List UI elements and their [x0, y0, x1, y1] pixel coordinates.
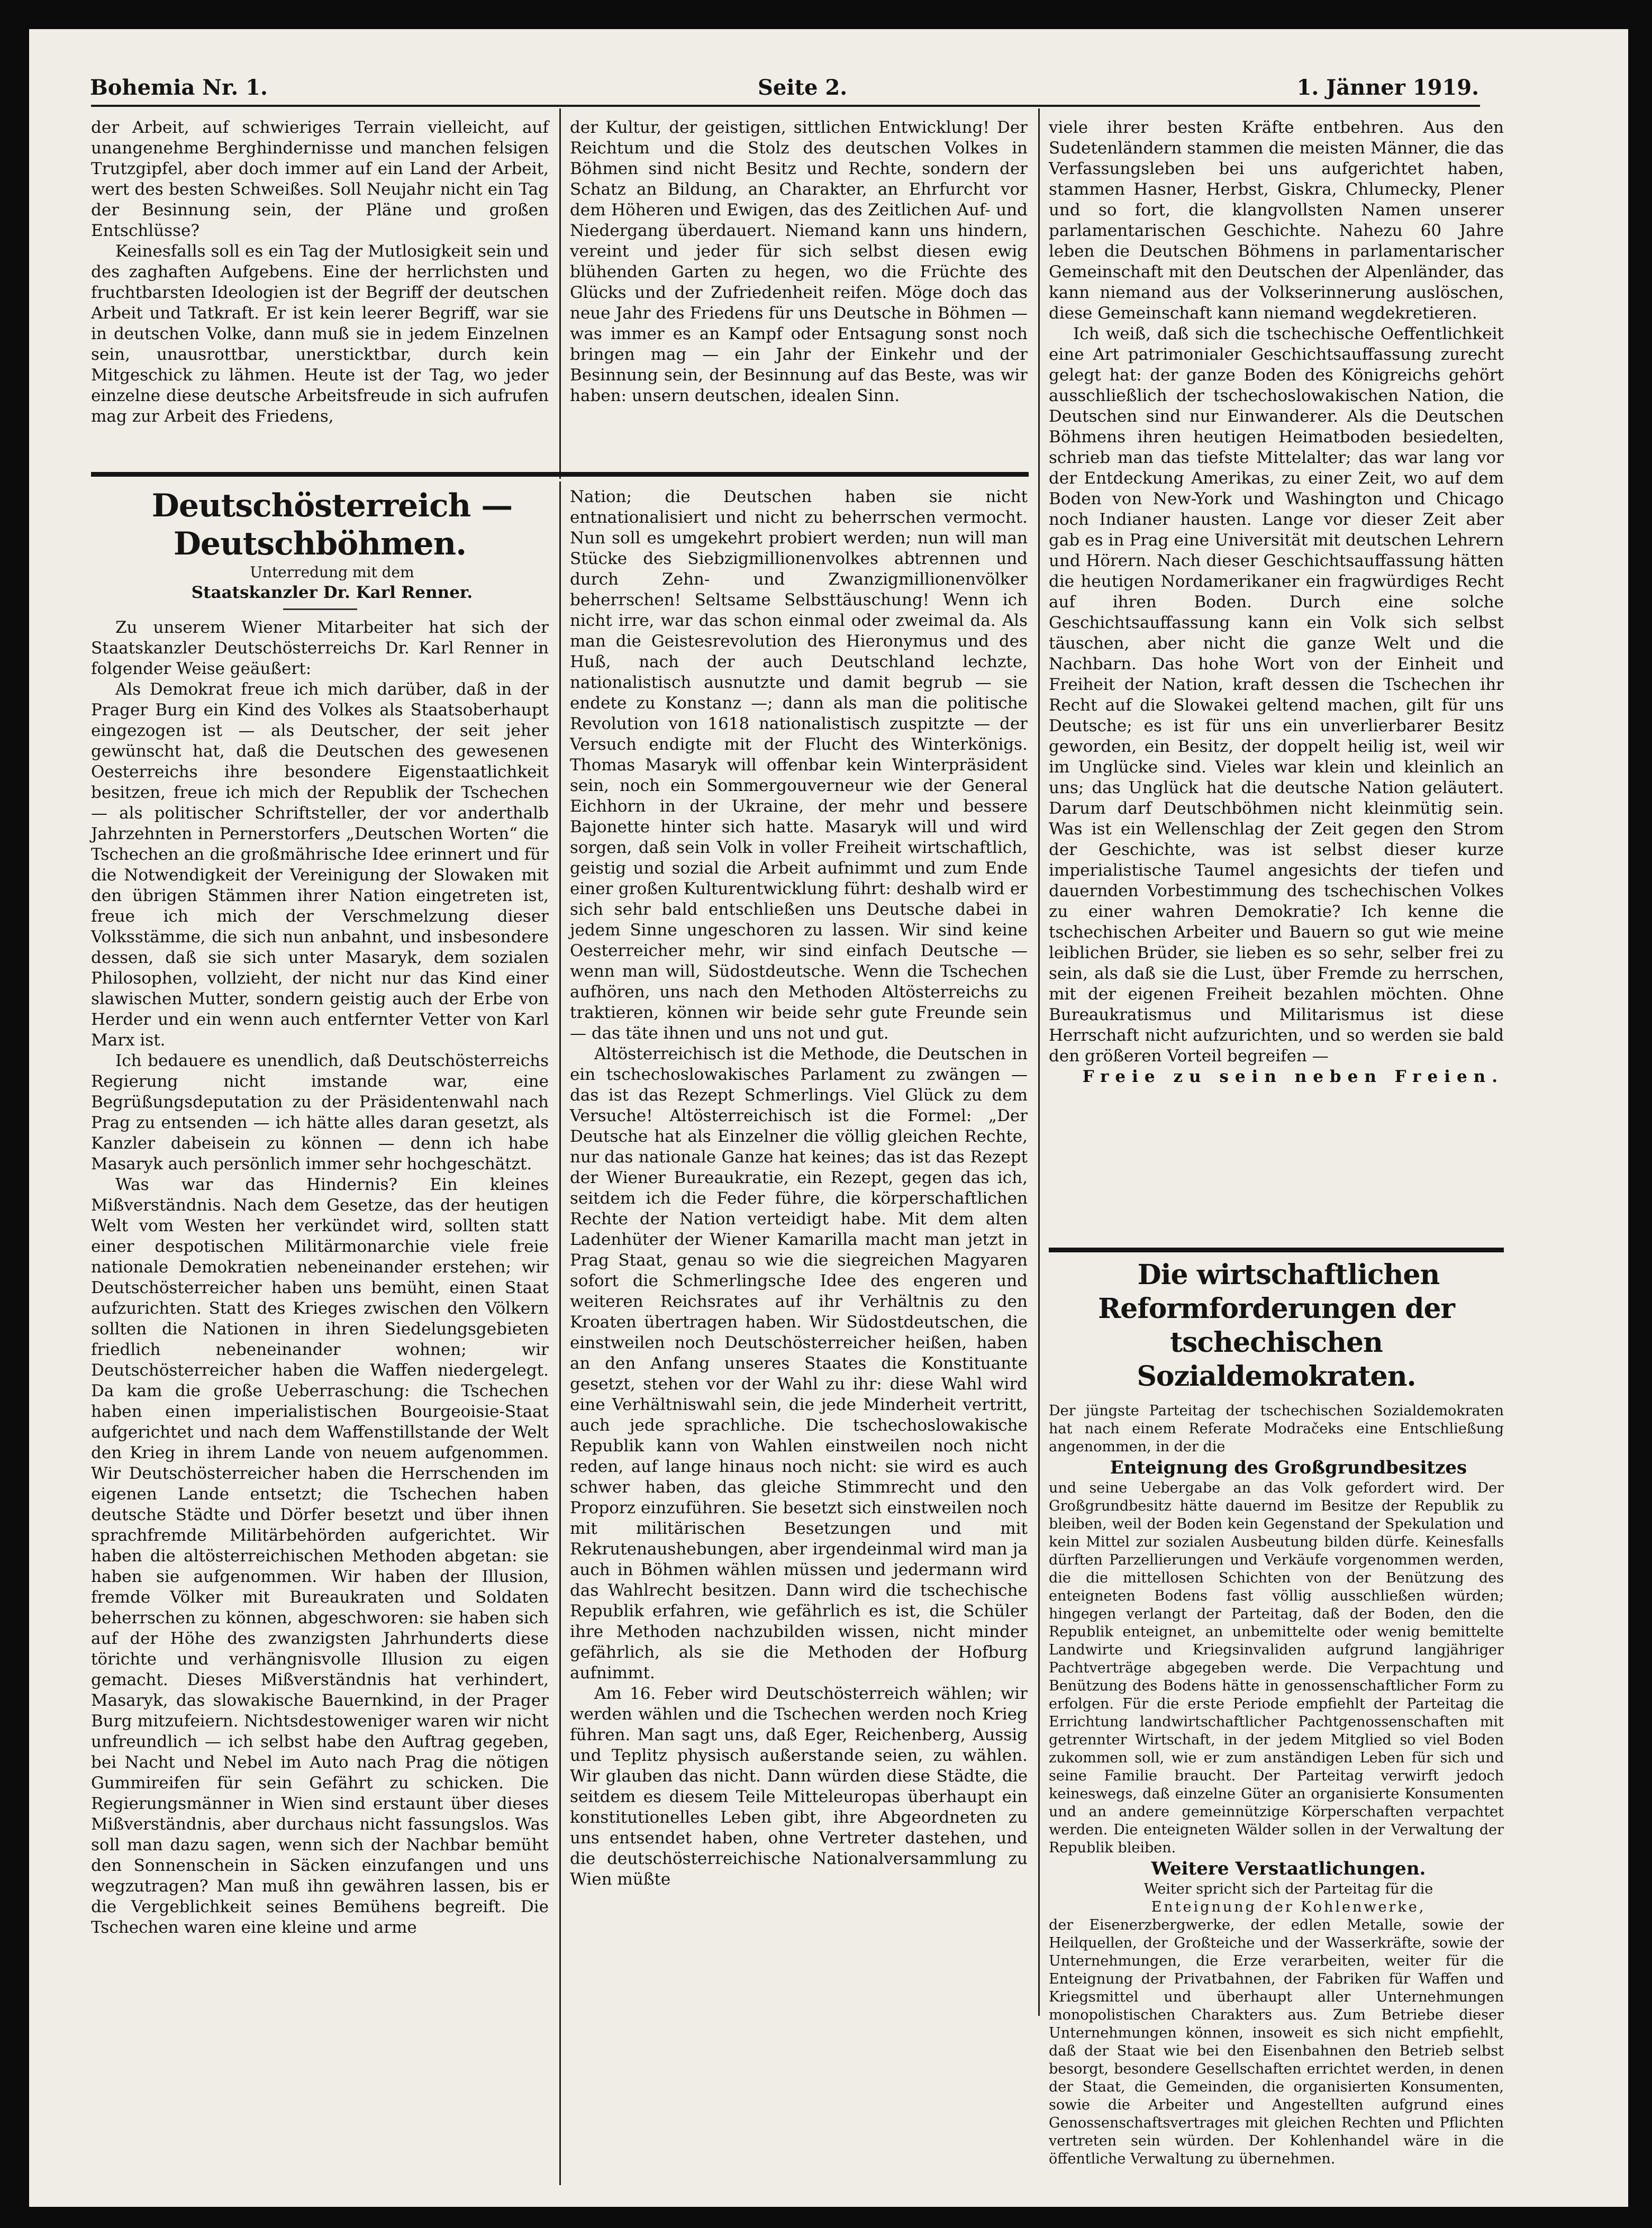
paragraph: Ich bedauere es unendlich, daß Deutschösterreichs Regierung nicht imstande war, eine Begrüßungsdeputation zu der Präsidentenwahl nach Prag zu entsenden — ich hätte alles daran gesetzt, als Kanzler dabeisein zu können — denn ich habe Masaryk auch persönlich immer sehr hochgeschätzt. [91, 1051, 549, 1174]
paragraph: der Eisenerzbergwerke, der edlen Metalle, sowie der Heilquellen, der Großteiche und der Wasserkräfte, sowie der Unternehmungen, die Erze verarbeiten, weiter für die Enteignung der Privatbahnen, der Fabriken für Waffen und Kriegsmittel und überhaupt aller Unternehmungen monopolistischen Charakters aus. Zum Betriebe dieser Unternehmungen können, insoweit es sich nicht empfiehlt, daß der Staat wie bei den Eisenbahnen den Betrieb selbst besorgt, besondere Gesellschaften errichtet werden, in denen der Staat, die Gemeinden, die organisierten Konsumenten, sowie die Arbeiter und Angestellten aufgrund eines Genossenschaftsvertrages mit gleichen Rechten und Pflichten vertreten sein würden. Der Kohlenhandel wäre in die öffentliche Verwaltung zu übernehmen. [1049, 1917, 1504, 2167]
interview-col1 [91, 487, 549, 2127]
reform-article [1049, 1258, 1504, 2167]
scan-border-bottom [0, 2207, 1652, 2228]
running-head [90, 75, 1479, 107]
top-article-col2 [570, 117, 1028, 467]
article-separator [91, 472, 1029, 477]
scan-border-right [1628, 0, 1652, 2228]
paragraph: Keinesfalls soll es ein Tag der Mutlosigkeit sein und des zaghaften Aufgebens. Eine der herrlichsten und fruchtbarsten Ideologien ist der Begriff der deutschen Arbeit und Tatkraft. Er ist kein leerer Begriff, war sie in deutschen Volke, dann muß sie in jedem Einzelnen sein, unausrottbar, unersticktbar, durch kein Mitgeschick zu lähmen. Heute ist der Tag, wo jeder einzelne diese deutsche Arbeitsfreude in sich aufrufen mag zur Arbeit des Friedens, [91, 242, 549, 426]
paragraph-emphasis: Enteignung der Kohlenwerke, [1151, 1899, 1426, 1915]
masthead-issue: Bohemia Nr. 1. [90, 75, 268, 100]
section-heading: Weitere Verstaatlichungen. [1151, 1858, 1426, 1879]
paragraph: Was war das Hindernis? Ein kleines Mißverständnis. Nach dem Gesetze, das der heutigen Welt vom Westen her verkündet wird, sollten statt einer despotischen Militärmonarchie viele freie nationale Demokratien nebeneinander erstehen; wir Deutschösterreicher haben uns bemüht, einen Staat aufzurichten. Statt des Krieges zwischen den Völkern sollten die Nationen in ihren Siedelungsgebieten friedlich nebeneinander wohnen; wir Deutschösterreicher haben die Waffen niedergelegt. Da kam die große Ueberraschung: die Tschechen haben einen imperialistischen Bourgeoisie-Staat aufgerichtet und nach dem Waffenstillstande der Welt den Krieg in ihrem Lande von neuem aufgenommen. Wir Deutschösterreicher haben die Herrschenden im eigenen Lande entsetzt; die Tschechen haben deutsche Städte und Dörfer besetzt und über ihnen sprachfremde Militärbehörden aufgerichtet. Wir haben die altösterreichischen Methoden abgetan: sie haben sie aufgenommen. Wir haben der Illusion, fremde Völker mit Bureaukraten und Soldaten beherrschen zu können, abgeschworen: sie haben sich auf der Höhe des zwanzigsten Jahrhunderts diese törichte und verhängnisvolle Illusion zu eigen gemacht. Dieses Mißverständnis hat verhindert, Masaryk, das slowakische Bauernkind, in der Prager Burg mitzufeiern. Nichtsdestoweniger waren wir nicht unfreundlich — ich selbst habe den Auftrag gegeben, bei Nacht und Nebel im Auto nach Prag die nötigen Gummireifen für sein Gefährt zu schicken. Die Regierungsmänner in Wien sind erstaunt über dieses Mißverständnis, aber durchaus nicht fassungslos. Was soll man dazu sagen, wenn sich der Nachbar bemüht den Sonnenschein in Säcken einzufangen und uns wegzutragen? Man muß ihn gewähren lassen, bis er die Vergeblichkeit seines Bemühens begreift. Die Tschechen waren eine kleine und arme [91, 1175, 549, 1937]
paragraph: Altösterreichisch ist die Methode, die Deutschen in ein tschechoslowakisches Parlament zu zwängen — das ist das Rezept Schmerlings. Viel Glück zu dem Versuche! Altösterreichisch ist die Formel: „Der Deutsche hat als Einzelner die völlig gleichen Rechte, nur das nationale Ganze hat keines; das ist das Rezept der Wiener Bureaukratie, ein Rezept, gegen das ich, seitdem ich die Feder führe, die körperschaftlichen Rechte der Nation verteidigt habe. Mit dem alten Ladenhüter der Wiener Kamarilla macht man jetzt in Prag Staat, genau so wie die siegreichen Magyaren sofort die Schmerlingsche Idee des engeren und weiteren Reichsrates auf ihr Verhältnis zu den Kroaten übertragen haben. Wir Südostdeutschen, die einstweilen noch Deutschösterreicher heißen, haben an den Anfang unseres Staates die Konstituante gesetzt, stehen vor der Wahl zu ihr: diese Wahl wird eine Verhältniswahl sein, die jede Minderheit vertritt, auch jede sprachliche. Die tschechoslowakische Republik kann von Wahlen einstweilen noch nicht reden, auf lange hinaus noch nicht: sie wird es auch schwer haben, das gleiche Stimmrecht und den Proporz einzuführen. Sie besetzt sich einstweilen noch mit militärischen Besetzungen und mit Rekrutenaushebungen, aber irgendeinmal wird man ja auch in Böhmen wählen müssen und jedermann wird das Wahlrecht besitzen. Dann wird die tschechische Republik erfahren, wie gefährlich es ist, die Schüler ihre Methoden nachzubilden wissen, nicht minder gefährlich, als sie die Methoden der Hofburg aufnimmt. [570, 1044, 1028, 1683]
scan-border-top [0, 0, 1652, 29]
reform-headline: Die wirtschaftlichen Reformforderungen der tschechischen Sozialdemokraten. [1098, 1259, 1455, 1393]
interview-subheading-name: Staatskanzler Dr. Karl Renner. [191, 583, 473, 602]
paragraph: der Arbeit, auf schwieriges Terrain vielleicht, auf unangenehme Berghindernisse und manchen felsigen Trutzgipfel, aber doch immer auf ein Land der Arbeit, wert des besten Schweißes. Soll Neujahr nicht ein Tag der Besinnung sein, der Pläne und großen Entschlüsse? [91, 118, 549, 240]
issue-date: 1. Jänner 1919. [1296, 75, 1479, 100]
paragraph: Am 16. Feber wird Deutschösterreich wählen; wir werden wählen und die Tschechen werden noch Krieg führen. Man sagt uns, daß Eger, Reichenberg, Aussig und Teplitz physisch außerstande seien, zu wählen. Wir glauben das nicht. Dann würden diese Städte, die seitdem es diesem Teile Mitteleuropas überhaupt ein konstitutionelles Leben gibt, ihre Abgeordneten zu uns entsendet haben, ohne Vertreter dastehen, und die deutschösterreichische Nationalversammlung zu Wien müßte [570, 1684, 1028, 1889]
paragraph: Nation; die Deutschen haben sie nicht entnationalisiert und nicht zu beherrschen vermocht. Nun soll es umgekehrt probiert werden; nun will man Stücke des Siebzigmillionenvolkes abtrennen und durch Zehn- und Zwanzigmillionenvölker beherrschen! Seltsame Selbsttäuschung! Wenn ich nicht irre, war das schon einmal oder zweimal da. Als man die Geistesrevolution des Hieronymus und des Huß, nach der auch Deutschland lechzte, nationalistisch ausnutzte und damit begrub — sie endete zu Konstanz —; dann als man die politische Revolution von 1618 nationalistisch zuspitzte — der Versuch endigte mit der Flucht des Winterkönigs. Thomas Masaryk will offenbar kein Winterpräsident sein, noch ein Sommergouverneur wie der General Eichhorn in der Ukraine, der mehr und bessere Bajonette hinter sich hatte. Masaryk will und wird sorgen, daß sein Volk in voller Freiheit wirtschaftlich, geistig und sozial die Arbeit aufnimmt und zum Ende einer großen Kulturentwicklung führt: deshalb wird er sich sehr bald entschließen uns Deutsche dabei in jedem Sinne ungeschoren zu lassen. Wir sind keine Oesterreicher mehr, wir sind einfach Deutsche — wenn man will, Südostdeutsche. Wenn die Tschechen aufhören, uns nach den Methoden Altösterreichs zu traktieren, können wir beide sehr gute Freunde sein — das täte ihnen und uns not und gut. [570, 487, 1028, 1043]
interview-headline: Deutschösterreich — Deutschböhmen. [151, 487, 513, 562]
reform-intro: Der jüngste Parteitag der tschechischen Sozialdemokraten hat nach einem Referate Modračeks eine Entschließung angenommen, in der die [1049, 1403, 1504, 1455]
paragraph: der Kultur, der geistigen, sittlichen Entwicklung! Der Reichtum und die Stolz des deutschen Volkes in Böhmen sind nicht Besitz und Rechte, sondern der Schatz an Bildung, an Charakter, an Ehrfurcht vor dem Höheren und Ewigen, das des Zeitlichen Auf- und Niedergang überdauert. Niemand kann uns hindern, vereint und jeder für sich selbst diesen ewig blühenden Garten zu hegen, wo die Früchte des Glücks und der Zufriedenheit reifen. Möge doch das neue Jahr des Friedens für uns Deutsche in Böhmen — was immer es an Kampf oder Entsagung sonst noch bringen mag — ein Jahr der Einkehr und der Besinnung sein, der Besinnung auf das Beste, was wir haben: unsern deutschen, idealen Sinn. [570, 118, 1028, 405]
section-heading: Enteignung des Großgrundbesitzes [1110, 1457, 1467, 1478]
subheading-rule [283, 608, 357, 610]
page-number: Seite 2. [758, 75, 848, 100]
top-article-col1 [91, 117, 549, 467]
header-rule [91, 105, 1480, 107]
paragraph: Ich weiß, daß sich die tschechische Oeffentlichkeit eine Art patrimonialer Geschichtsauffassung zurecht gelegt hat: der ganze Boden des Königreichs gehört ausschließlich der tschechoslowakischen Nation, die Deutschen sind nur Einwanderer. Als die Deutschen Böhmens ihren heutigen Heimatboden besiedelten, schrieb man das tiefste Mittelalter; das war lang vor der Entdeckung Amerikas, zu einer Zeit, wo auf dem Boden von New-York und Washington und Chicago noch Indianer hausten. Lange vor dieser Zeit aber gab es in Prag eine Universität mit deutschen Lehrern und Hörern. Nach dieser Geschichtsauffassung hätten die heutigen Nordamerikaner ein fragwürdiges Recht auf ihren Boden. Durch eine solche Geschichtsauffassung kann ein Volk sich selbst täuschen, aber nicht die ganze Welt und die Nachbarn. Das hohe Wort von der Einheit und Freiheit der Nation, kraft dessen die Tschechen ihr Recht auf die Slowakei geltend machen, gilt für uns Deutsche; es ist für uns ein unverlierbarer Besitz geworden, ein Besitz, der doppelt heilig ist, weil wir im Unglücke sind. Vieles war klein und kleinlich an uns; das Unglück hat die deutsche Nation geläutert. Darum darf Deutschböhmen nicht kleinmütig sein. Was ist ein Wellenschlag der Zeit gegen den Strom der Geschichte, was ist selbst dieser kurze imperialistische Taumel angesichts der tiefen und dauernden Vorbestimmung des tschechischen Volkes zu einer wahren Demokratie? Ich kenne die tschechischen Arbeiter und Bauern so gut wie meine leiblichen Brüder, sie lieben es so sehr, selber frei zu sein, als daß sie die Lust, über Fremde zu herrschen, mit der eigenen Freiheit bezahlen möchten. Ohne Bureaukratismus und Militarismus ist diese Herrschaft nicht aufzurichten, und so werden sie bald den größeren Vorteil begreifen — [1049, 324, 1504, 1066]
paragraph: und seine Uebergabe an das Volk gefordert wird. Der Großgrundbesitz hätte dauernd im Besitze der Republik zu bleiben, weil der Boden kein Gegenstand der Spekulation und kein Mittel zur sozialen Ausbeutung bilden dürfe. Keinesfalls dürften Parzellierungen und Verkäufe vorgenommen werden, die die mittellosen Schichten von der Benützung des enteigneten Bodens fast völlig ausschließen würden; hingegen verlangt der Parteitag, daß der Boden, den die Republik enteignet, an unbemittelte oder wenig bemittelte Landwirte und Kriegsinvaliden aufgrund langjähriger Pachtverträge abgegeben werde. Die Verpachtung und Benützung des Bodens hätte in genossenschaftlicher Form zu erfolgen. Für die erste Periode empfiehlt der Parteitag die Errichtung landwirtschaftlicher Pachtgenossenschaften mit getrennter Wirtschaft, in der jedem Mitglied so viel Boden zukommen soll, wie er zum anständigen Leben für sich und seine Familie braucht. Der Parteitag verwirft jedoch keineswegs, daß einzelne Güter an organisierte Konsumenten und an andere gemeinnützige Körperschaften verpachtet werden. Die enteigneten Wälder sollen in der Verwaltung der Republik bleiben. [1049, 1480, 1504, 1856]
column-rule [1038, 108, 1040, 2016]
scan-border-left [0, 0, 29, 2228]
paragraph: viele ihrer besten Kräfte entbehren. Aus den Sudetenländern stammen die meisten Männer, die das Verfassungsleben bei uns aufgerichtet haben, stammen Hasner, Herbst, Giskra, Chlumecky, Plener und so fort, die klangvollsten Namen unserer parlamentarischen Geschichte. Nahezu 60 Jahre leben die Deutschen Böhmens in parlamentarischer Gemeinschaft mit den Deutschen der Alpenländer, das kann niemand aus der Volkserinnerung auslöschen, diese Gemeinschaft kann niemand wegdekretieren. [1049, 118, 1504, 323]
column-rule [559, 481, 561, 2185]
paragraph-lead: Weiter spricht sich der Parteitag für die [1143, 1881, 1433, 1897]
article-separator-right [1049, 1248, 1504, 1252]
paragraph: Als Demokrat freue ich mich darüber, daß in der Prager Burg ein Kind des Volkes als Staatsoberhaupt eingezogen ist — als Deutscher, der seit jeher gewünscht hat, daß die Deutschen des gewesenen Oesterreichs ihre besondere Eigenstaatlichkeit besitzen, freue ich mich der Republik der Tschechen — als politischer Schriftsteller, der vor anderthalb Jahrzehnten in Pernerstorfers „Deutschen Worten“ die Tschechen an die großmährische Idee erinnert und für die Notwendigkeit der Vereinigung der Slowaken mit den übrigen Stämmen ihrer Nation eingetreten ist, freue ich mich der Verschmelzung dieser Volksstämme, die sich nun anbahnt, und insbesondere dessen, daß sie sich unter Masaryk, dem sozialen Philosophen, vollzieht, der nicht nur das Kind einer slawischen Mutter, sondern geistig auch der Erbe von Herder und ein wenn auch entfernter Vetter von Karl Marx ist. [91, 680, 549, 1050]
paragraph-closing: Freie zu sein neben Freien. [1082, 1067, 1504, 1086]
column-rule [559, 108, 561, 479]
interview-subheading: Unterredung mit dem [250, 563, 414, 581]
interview-col2 [570, 487, 1028, 2127]
paragraph: Zu unserem Wiener Mitarbeiter hat sich der Staatskanzler Deutschösterreichs Dr. Karl Renner in folgender Weise geäußert: [91, 618, 549, 678]
top-article-col3 [1049, 117, 1504, 1229]
